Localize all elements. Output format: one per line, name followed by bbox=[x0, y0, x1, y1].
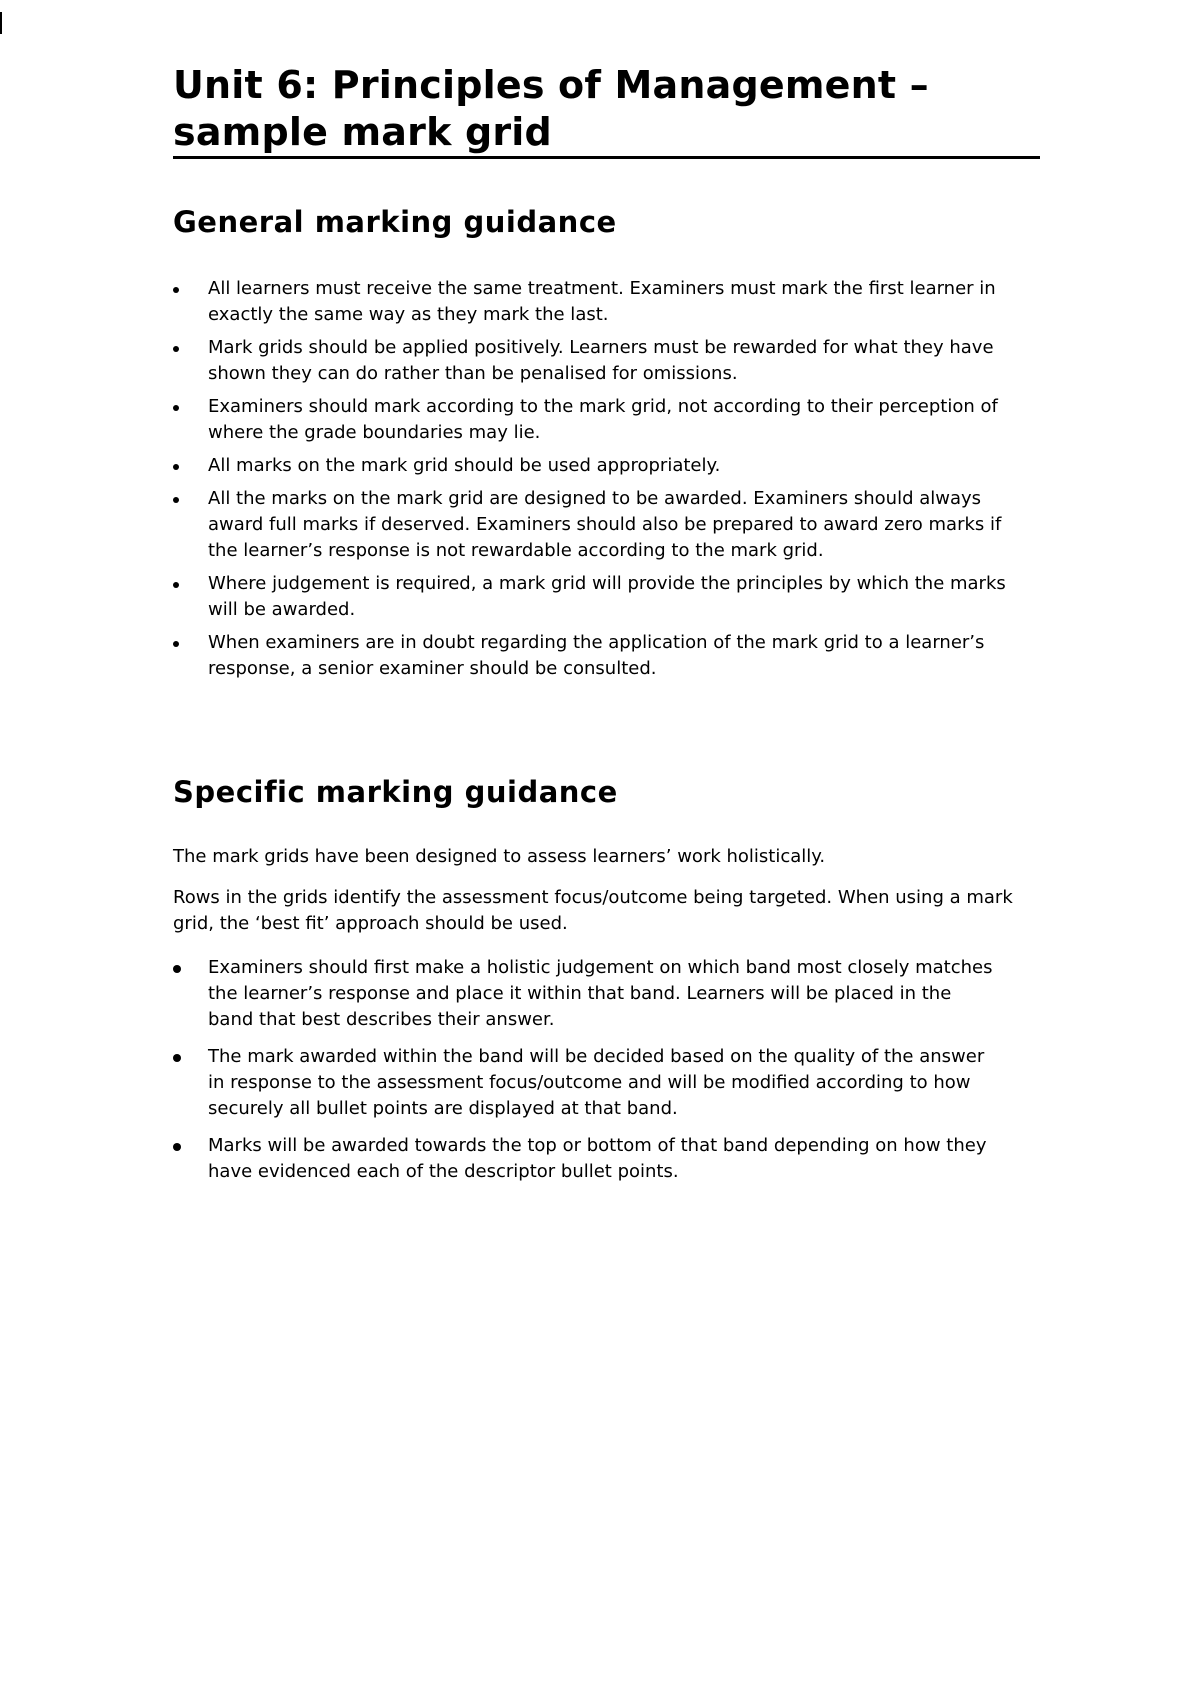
bullet-icon bbox=[173, 641, 179, 647]
list-item-text: Examiners should first make a holistic judgement on which band most closely matches the learner’s response and place it within that band. Learners will be placed in the band that best describes their answer. bbox=[208, 957, 993, 1030]
document-title-line-1: Unit 6: Principles of Management – bbox=[173, 63, 929, 107]
list-item bbox=[173, 486, 1023, 564]
list-item-text: When examiners are in doubt regarding the application of the mark grid to a learner’s response, a senior examiner should be consulted. bbox=[208, 632, 985, 679]
list-item bbox=[173, 955, 993, 1033]
list-item-text: Mark grids should be applied positively. Learners must be rewarded for what they have shown they can do rather than be penalised for omissions. bbox=[208, 337, 994, 384]
list-item bbox=[173, 571, 1023, 623]
list-item-text: Marks will be awarded towards the top or bottom of that band depending on how they have evidenced each of the descriptor bullet points. bbox=[208, 1135, 987, 1182]
list-item bbox=[173, 1133, 993, 1185]
general-marking-list bbox=[173, 276, 1023, 682]
bullet-icon bbox=[173, 464, 179, 470]
list-item-text: Where judgement is required, a mark grid will provide the principles by which the marks will be awarded. bbox=[208, 573, 1006, 620]
specific-marking-heading: Specific marking guidance bbox=[173, 775, 618, 809]
document-page bbox=[173, 62, 1040, 1196]
bullet-icon bbox=[173, 405, 179, 411]
list-item bbox=[173, 394, 1023, 446]
list-item bbox=[173, 453, 1023, 479]
list-item bbox=[173, 276, 1023, 328]
holistic-paragraph: The mark grids have been designed to assess learners’ work holistically. bbox=[173, 846, 826, 867]
bullet-icon bbox=[173, 582, 179, 588]
bullet-icon bbox=[173, 287, 179, 293]
bullet-icon bbox=[173, 497, 179, 503]
list-item bbox=[173, 630, 1023, 682]
general-marking-heading: General marking guidance bbox=[173, 205, 617, 239]
document-title bbox=[173, 62, 1040, 159]
list-item-text: All marks on the mark grid should be used appropriately. bbox=[208, 455, 721, 476]
list-item bbox=[173, 1044, 993, 1122]
list-item-text: All learners must receive the same treatment. Examiners must mark the first learner in exactly the same way as they mark the last. bbox=[208, 278, 996, 325]
list-item-text: The mark awarded within the band will be decided based on the quality of the answer in response to the assessment focus/outcome and will be modified according to how securely all bullet points are displayed at that band. bbox=[208, 1046, 985, 1119]
list-item-text: All the marks on the mark grid are designed to be awarded. Examiners should always award full marks if deserved. Examiners should also be prepared to award zero marks if the learner’s response is not rewardable according to the mark grid. bbox=[208, 488, 1002, 561]
page-edge-mark bbox=[0, 12, 2, 34]
list-item-text: Examiners should mark according to the mark grid, not according to their perception of where the grade boundaries may lie. bbox=[208, 396, 998, 443]
bullet-icon bbox=[173, 346, 179, 352]
bullet-icon bbox=[173, 965, 181, 973]
bullet-icon bbox=[173, 1143, 181, 1151]
best-fit-paragraph: Rows in the grids identify the assessment focus/outcome being targeted. When using a mark grid, the ‘best fit’ approach should be used. bbox=[173, 887, 1013, 934]
list-item bbox=[173, 335, 1023, 387]
bullet-icon bbox=[173, 1054, 181, 1062]
document-title-line-2: sample mark grid bbox=[173, 110, 552, 154]
specific-marking-list bbox=[173, 955, 993, 1185]
